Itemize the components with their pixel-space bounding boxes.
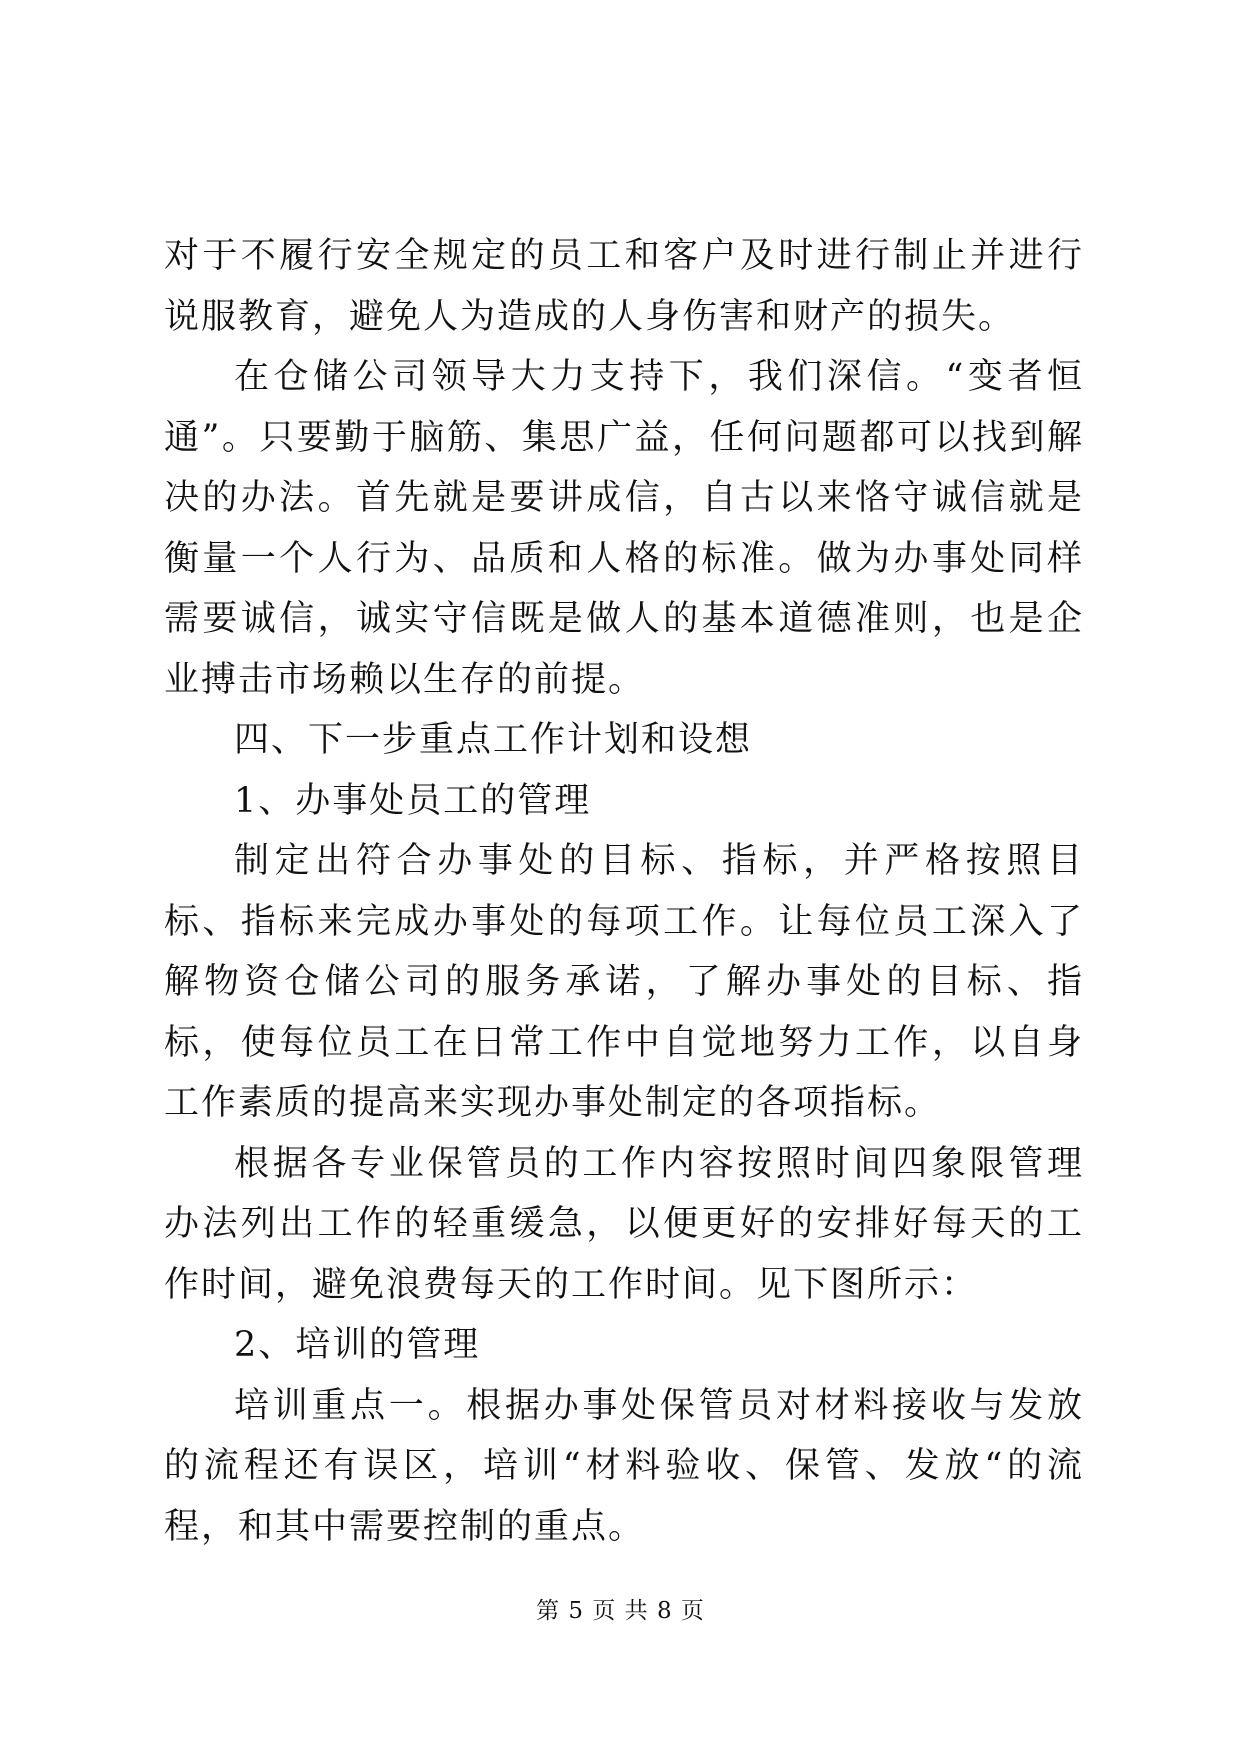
subheading-2: 2、培训的管理	[234, 1325, 481, 1365]
section-heading-4: 四、下一步重点工作计划和设想	[234, 720, 753, 760]
page-number-footer: 第 5 页 共 8 页	[536, 1598, 705, 1624]
paragraph-8: 培训重点一。根据办事处保管员对材料接收与发放的流程还有误区，培训“材料验收、保管、发放“的流程，和其中需要控制的重点。	[164, 1385, 1084, 1547]
paragraph-6: 根据各专业保管员的工作内容按照时间四象限管理办法列出工作的轻重缓急，以便更好的安排好每天的工作时间，避免浪费每天的工作时间。见下图所示：	[164, 1143, 1084, 1305]
paragraph-1: 对于不履行安全规定的员工和客户及时进行制止并进行说服教育，避免人为造成的人身伤害和财产的损失。	[164, 236, 1084, 337]
subheading-1: 1、办事处员工的管理	[234, 780, 592, 821]
document-body	[164, 226, 1084, 1557]
paragraph-2: 在仓储公司领导大力支持下，我们深信。“变者恒通”。只要勤于脑筋、集思广益，任何问题都可以找到解决的办法。首先就是要讲成信，自古以来恪守诚信就是衡量一个人行为、品质和人格的标准。做为办事处同样需要诚信，诚实守信既是做人的基本道德准则，也是企业搏击市场赖以生存的前提。	[164, 357, 1084, 700]
paragraph-5: 制定出符合办事处的目标、指标，并严格按照目标、指标来完成办事处的每项工作。让每位员工深入了解物资仓储公司的服务承诺，了解办事处的目标、指标，使每位员工在日常工作中自觉地努力工作，以自身工作素质的提高来实现办事处制定的各项指标。	[164, 841, 1084, 1123]
